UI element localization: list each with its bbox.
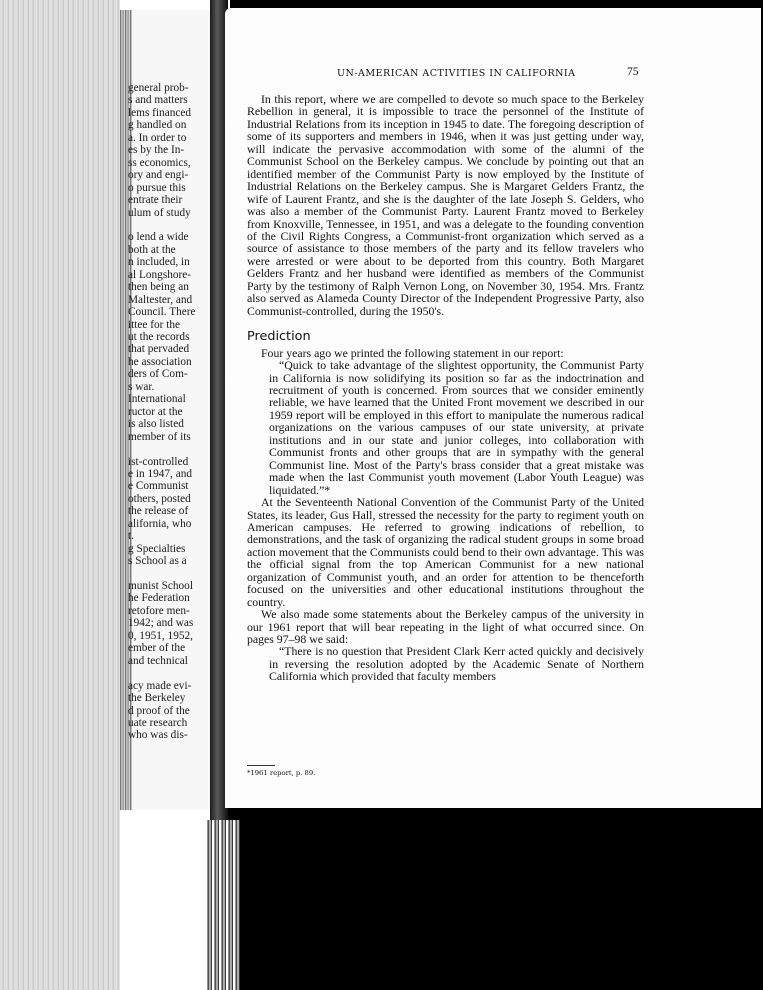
block-quote (269, 359, 644, 496)
left-page-line: general prob- (128, 82, 189, 94)
left-page-line: lems financed (128, 106, 192, 119)
left-page-line: es by the In- (128, 144, 185, 157)
left-page-line: both at the (128, 243, 176, 256)
section-heading: Prediction (247, 329, 311, 345)
left-page (120, 10, 220, 810)
left-page-line: ders of Com- (128, 368, 188, 381)
running-head: UN-AMERICAN ACTIVITIES IN CALIFORNIA (337, 68, 576, 79)
left-page-line: ist-controlled (128, 455, 189, 468)
left-page-line: the Berkeley (128, 692, 186, 705)
left-page-line: d proof of the (128, 704, 190, 717)
scanner-bed (228, 808, 763, 990)
left-page-line: ittee for the (128, 318, 181, 331)
left-page-line: and technical (128, 654, 188, 667)
left-page-line: s war. (128, 380, 155, 393)
scanner-background (0, 0, 120, 990)
footnote: *1961 report, p. 89. (247, 769, 316, 777)
paragraph: At the Seventeenth National Convention of the Communist Party of the United States, its leader, Gus Hall, stressed the necessity for the party to regiment youth on American campuses. He referred to growing indications of rebellion, to demonstrations, and the task of organizing the radical student groups in some broad action movement that the Communists could bend to their own advantage. This was the official signal from the top American Communist for a new national organization of Communist youth, and an order for attention to be thenceforth focused on the universities and other educational institutions throughout the country. (247, 495, 644, 609)
left-page-line: e Communist (128, 480, 189, 493)
page-body (247, 93, 644, 683)
left-page-line: s School as a (128, 555, 187, 568)
left-page-line: t. (128, 530, 134, 543)
quote-text: “Quick to take advantage of the slightest opportunity, the Communist Party in California is now solidifying its position so far as the indoctrination and recruitment of youth is concerned. From sources that we consider eminently reliable, we have learned that the United Front movement we described in our 1959 report will be employed in this effort to manipulate the numerous radical organizations on the various campuses of our state university, at private institutions and in our state and junior colleges, into collaboration with Communist fronts and other groups that are in sympathy with the general Communist line. Most of the Party's brass consider that a great mistake was made when the last Communist youth movement (Labor Youth League) was liquidated.”* (269, 358, 644, 497)
left-page-line: s and matters (128, 94, 188, 107)
paragraph: Four years ago we printed the following statement in our report: (261, 345, 564, 360)
left-page-line: then being an (128, 281, 189, 294)
left-page-line: member of its (128, 430, 191, 443)
left-page-line: o pursue this (128, 181, 186, 194)
left-page-line: ulum of study (128, 206, 191, 219)
page-edges (205, 820, 240, 990)
left-page-line: o lend a wide (128, 231, 189, 244)
left-page-line: n included, in (128, 256, 190, 269)
page-number: 75 (627, 66, 639, 78)
right-page (225, 8, 761, 808)
left-page-line: 1942; and was (128, 617, 194, 630)
left-page-line: g handled on (128, 119, 187, 132)
left-page-line: that pervaded (128, 343, 190, 356)
left-page-line: 0, 1951, 1952, (128, 629, 193, 642)
left-page-line: International (128, 393, 186, 406)
left-page-line: he Federation (128, 592, 190, 605)
footnote-rule (247, 765, 275, 766)
left-page-line: ss economics, (128, 156, 191, 169)
left-page-line: g Specialties (128, 542, 186, 555)
left-page-line: e in 1947, and (128, 467, 193, 480)
left-page-line: retofore men- (128, 604, 190, 617)
left-page-line: ructor at the (128, 405, 183, 418)
left-page-line: ut the records (128, 331, 190, 343)
left-page-line: who was dis- (128, 729, 188, 742)
left-page-line: is also listed (128, 418, 184, 431)
page-header (225, 66, 761, 82)
paragraph: In this report, where we are compelled to devote so much space to the Berkeley Rebellion in general, it is impossible to trace the personnel of the Institute of Industrial Relations from its inception in 1945 to date. The foregoing description of some of its supporters and members in 1946, when it was just getting under way, will indicate the pervasive accommodation with some of the alumni of the Communist School on the Berkeley campus. We conclude by pointing out that an identified member of the Communist Party is now employed by the Institute of Industrial Relations on the Berkeley campus. She is Margaret Gelders Frantz, the wife of Laurent Frantz, and she is the daughter of the late Joseph S. Gelders, who was also a member of the Communist Party. Laurent Frantz moved to Berkeley from Knoxville, Tennessee, in 1951, and was a delegate to the founding convention of the Civil Rights Congress, a Communist-front organization which served as a source of assistance to those members of the party and its fellow travelers who were arrested or were about to be deported from this country. Both Margaret Gelders Frantz and her husband were identified as members of the Communist Party by the testimony of Ralph Vernon Long, on November 30, 1954. Mrs. Frantz also served as Alameda County Director of the Independent Progressive Party, also Communist-controlled, during the 1950's. (247, 92, 644, 318)
left-page-line: a. In order to (128, 131, 187, 144)
left-page-line: ember of the (128, 642, 186, 655)
left-page-line: he association (128, 355, 192, 368)
left-page-line: ory and engi- (128, 169, 189, 182)
left-page-line: munist School (128, 580, 193, 592)
left-page-line: others, posted (128, 492, 191, 505)
paragraph: We also made some statements about the Berkeley campus of the university in our 1961 report that will bear repeating in the light of what occurred since. On pages 97–98 we said: (247, 607, 644, 647)
left-page-line: alifornia, who (128, 517, 192, 530)
quote-text: “There is no question that President Clark Kerr acted quickly and decisively in reversing the resolution adopted by the Academic Senate of Northern California which provided that faculty members (269, 644, 644, 684)
block-quote (269, 645, 644, 682)
left-page-line: al Longshore- (128, 268, 192, 281)
left-page-line: acy made evi- (128, 679, 192, 692)
left-page-line: the release of (128, 505, 189, 518)
left-page-line: Maltester, and (128, 293, 193, 306)
left-page-line: uate research (128, 716, 188, 729)
left-page-line: entrate their (128, 194, 183, 207)
left-page-line: Council. There (128, 306, 196, 319)
